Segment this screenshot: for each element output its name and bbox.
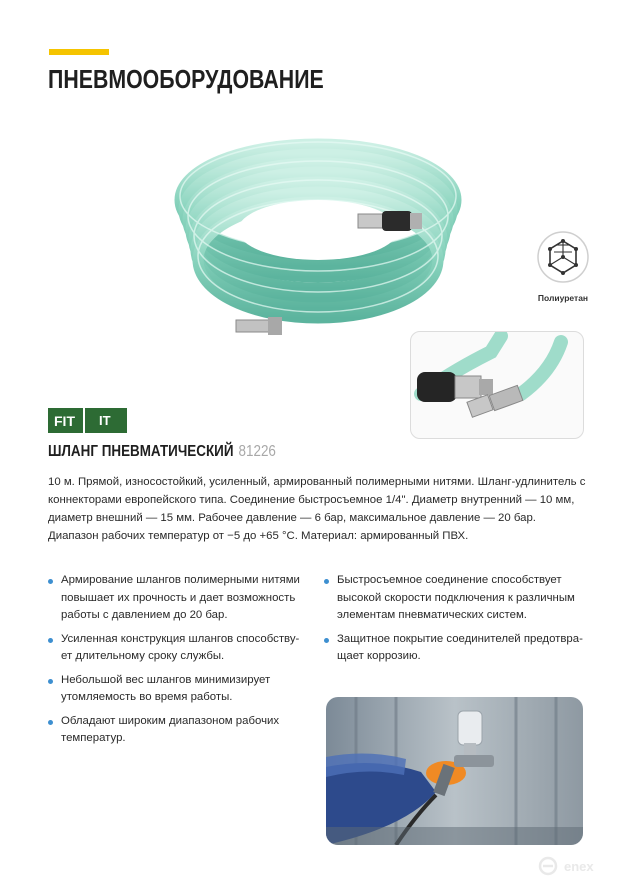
spray-painting-scene: [326, 697, 583, 845]
title-accent-bar: [49, 49, 109, 55]
material-label: Полиуретан: [537, 293, 589, 303]
feature-item: Армирование шлангов полимерными нитями повышает их прочность и дает возможность работы с давлением до 20 бар.: [48, 572, 306, 625]
product-code: 81226: [238, 443, 276, 460]
watermark-text: enex: [564, 858, 594, 874]
spray-gun-photo: [326, 697, 583, 845]
product-description: 10 м. Прямой, износостойкий, усиленный, армированный полимерными нитями. Шланг-удлинитель с коннекторами европейского типа. Соединение быстросъемное 1/4". Диаметр внутренний — 10 мм, диаметр внешний — 15 мм. Рабочее давление — 6 бар, максимальное давление — 20 бар. Диапазон рабочих температур от −5 до +65 °С. Материал: армированный ПВХ.: [48, 476, 586, 542]
section-title: ПНЕВМООБОРУДОВАНИЕ: [48, 64, 324, 94]
feature-item: Усиленная конструкция шлангов способству-ет длительному сроку службы.: [48, 631, 306, 666]
feature-item: Небольшой вес шлангов минимизирует утомляемость во время работы.: [48, 672, 306, 707]
feature-item: Обладают широким диапазоном рабочих температур.: [48, 713, 306, 748]
brand-it-label: IT: [85, 408, 127, 433]
feature-item: Быстросъемное соединение способствует высокой скорости подключения к различным элементам пневматических систем.: [324, 572, 586, 625]
hose-coil-image: [168, 118, 470, 350]
feature-list-right: [324, 572, 586, 672]
product-heading: [48, 443, 276, 461]
enex-logo-icon: [538, 856, 558, 876]
feature-list-left: [48, 572, 306, 754]
connector-closeup: [411, 332, 583, 438]
brand-fit-label: FIT: [48, 408, 85, 433]
polyurethane-molecule-icon: [536, 230, 590, 284]
enex-watermark: [538, 856, 594, 876]
connector-detail-image: [410, 331, 584, 439]
brand-logo: [48, 408, 127, 433]
hose-fitting-top: [358, 211, 422, 231]
material-badge: [526, 230, 600, 303]
feature-item: Защитное покрытие соединителей предотвра-щает коррозию.: [324, 631, 586, 666]
hose-fitting-bottom: [236, 317, 282, 335]
product-name: ШЛАНГ ПНЕВМАТИЧЕСКИЙ: [48, 443, 234, 460]
